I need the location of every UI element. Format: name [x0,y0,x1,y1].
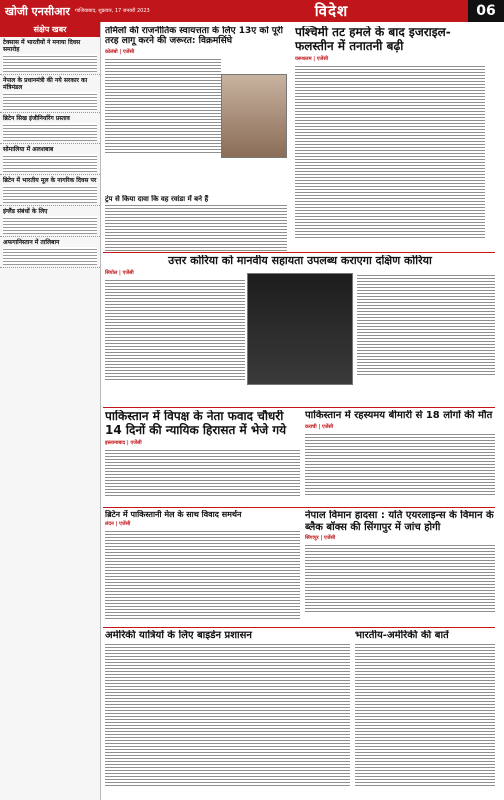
story-text [105,203,287,251]
masthead [0,0,504,22]
brief-text [3,216,97,234]
divider [103,507,495,508]
brief-text [3,247,97,265]
brief-text [3,54,97,72]
headline: अमेरिकी यात्रियों के लिए बाइडेन प्रशासन [105,630,252,641]
story-israel [295,26,485,256]
story-text [105,529,300,619]
brief-item [0,75,100,113]
brief-text [3,154,97,172]
brief-title: नेपाल के प्रधानमंत्री की नये सरकार का मंत्रिमंडल [3,77,88,91]
brief-title: सोमालिया में अलशबाब [3,146,54,153]
story-text [105,278,245,382]
story-us-students [105,630,350,795]
story-text [357,273,495,377]
brief-text [3,185,97,203]
headline: तमिलों की राजनीतिक स्वायत्तता के लिए 13ए को पूरी तरह लागू करने की जरूरत: विक्रमसिंघे [105,26,283,47]
brief-item [0,113,100,144]
byline: इस्लामाबाद | एजेंसी [105,439,142,446]
brief-item [0,206,100,237]
brief-item [0,144,100,175]
headline: नेपाल विमान हादसा : यति एयरलाइन्स के विमान के ब्लैक बॉक्स की सिंगापुर में जांच होगी [305,510,494,533]
byline: सिंगापुर | एजेंसी [305,535,336,541]
headline: ब्रिटेन में पाकिस्तानी मेल के साथ विवाद समर्थन [105,510,242,519]
brief-title: इंग्लैंड संबंधों के लिए [3,208,48,215]
byline: लंदन | एजेंसी [105,521,131,528]
divider [103,252,495,253]
divider [103,407,495,408]
brief-text [3,123,97,141]
brief-item [0,37,100,75]
story-text [105,57,221,155]
brief-title: ब्रिटेन सिख इंजीनियरिंग प्रस्ताव [3,115,70,122]
brief-text [3,92,97,110]
byline: कराची | एजेंसी [305,423,334,430]
byline: कोलंबो | एजेंसी [105,48,135,55]
brief-title: ब्रिटेन में भारतीय मूल के नागरिक दिवस पर [3,177,97,184]
brand: खोजी एनसीआर [5,4,70,18]
date: गाजियाबाद, शुक्रवार, 17 जनवरी 2023 [75,8,150,14]
headline: ट्रंप से किया दावा कि वह रवांडा में बने हैं [105,195,209,203]
divider [103,627,495,628]
story-text [305,543,495,613]
story-text [355,642,495,787]
story-nepal [305,510,495,625]
headline: पाकिस्तान में विपक्ष के नेता फवाद चौधरी 14 दिनों की न्यायिक हिरासत में भेजे गये [105,410,287,437]
news-photo [221,74,287,158]
story-text [105,448,300,496]
brief-title: टेक्सास में भारतीयों ने मनाया दिवस समारोह [3,39,81,53]
story-trump [105,195,287,260]
story-text [105,642,350,787]
headline: पाकिस्तान में रहस्यमय बीमारी से 18 लोगों की मौत [305,410,493,421]
brief-item [0,237,100,268]
news-photo [247,273,353,385]
story-sri-lanka [105,26,287,191]
headline: उत्तर कोरिया को मानवीय सहायता उपलब्ध कराएगा दक्षिण कोरिया [168,255,432,267]
story-text [295,64,485,239]
story-text [305,432,495,496]
section-title: विदेश [314,2,349,20]
brief-item [0,175,100,206]
sidebar-label: संक्षेप खबर [0,22,100,37]
news-brief-sidebar [0,22,101,800]
brief-title: अफगानिस्तान में तालिबान [3,239,60,246]
story-pakistan-chaudhry [105,410,300,505]
page-number: 06 [468,0,504,22]
story-british [105,510,300,625]
byline: यरूशलम | एजेंसी [295,55,329,62]
story-north-korea [105,255,495,405]
headline: पश्चिमी तट हमले के बाद इजराइल-फलस्तीन में तनातनी बढ़ी [295,26,451,53]
byline: सियोल | एजेंसी [105,269,134,276]
story-indian-americans [355,630,495,795]
story-pak-mystery [305,410,495,505]
headline: भारतीय-अमेरिकी की बातें [355,630,449,641]
